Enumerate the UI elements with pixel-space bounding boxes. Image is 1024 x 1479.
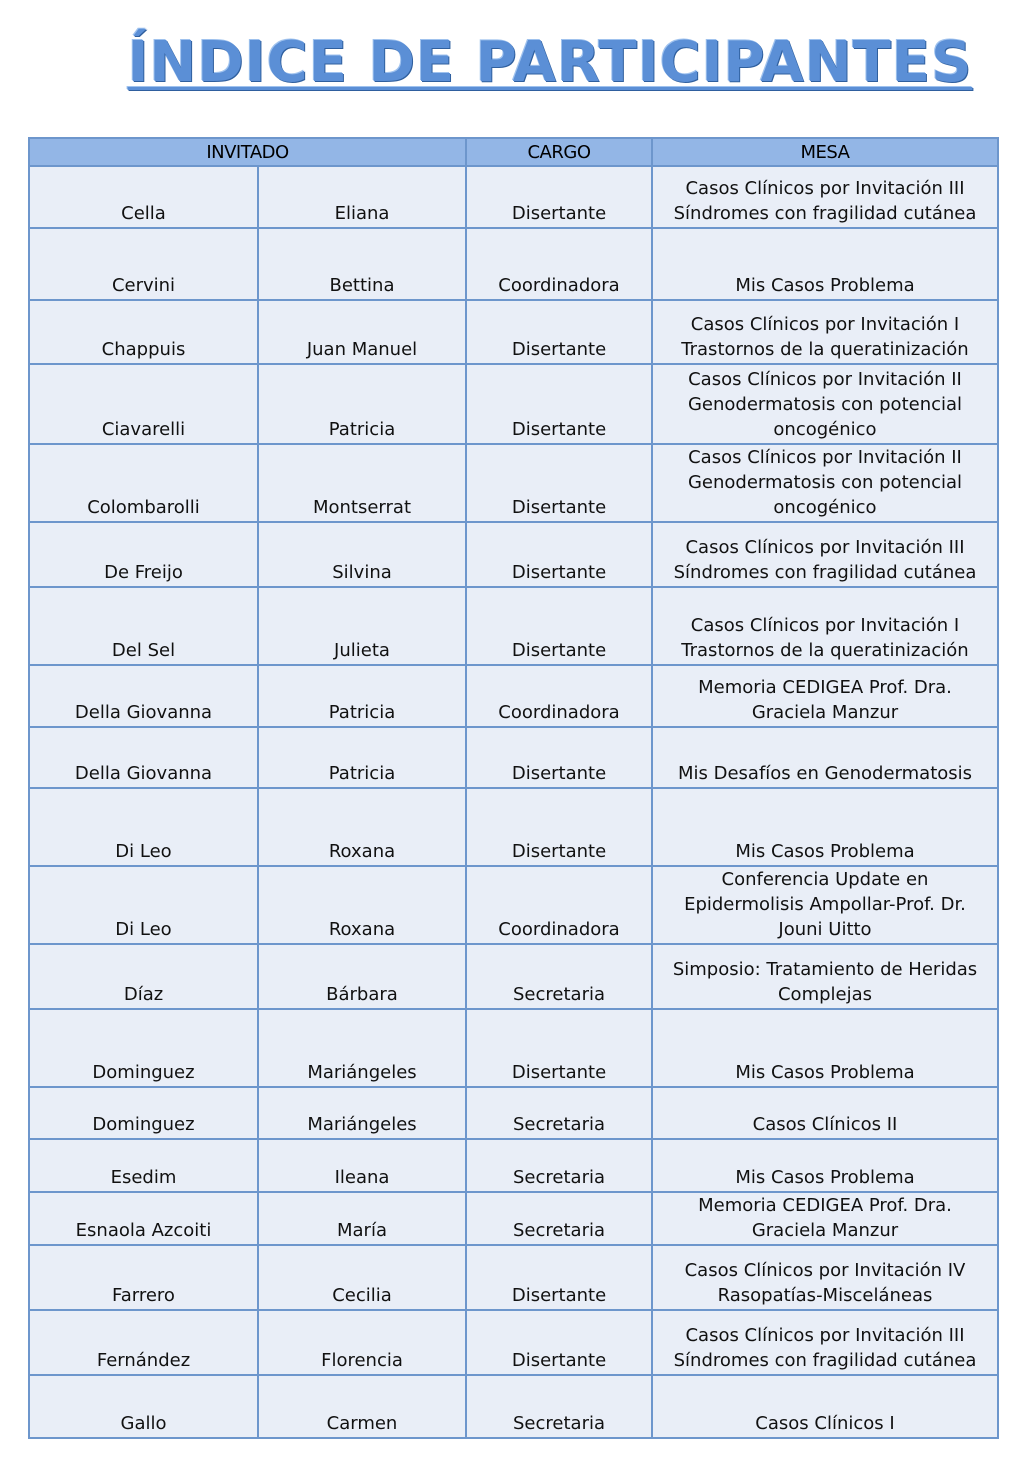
cell-cargo: Disertante — [466, 300, 652, 364]
cell-cargo: Disertante — [466, 788, 652, 866]
cell-apellido: Colombarolli — [29, 444, 258, 522]
table-row — [29, 364, 998, 444]
table-row — [29, 727, 998, 788]
table-row — [29, 1192, 998, 1245]
cell-mesa: Casos Clínicos por Invitación II Genodermatosis con potencial oncogénico — [652, 364, 998, 444]
cell-nombre: Carmen — [258, 1375, 466, 1438]
cell-apellido: Díaz — [29, 944, 258, 1009]
cell-apellido: Fernández — [29, 1310, 258, 1375]
cell-nombre: Mariángeles — [258, 1009, 466, 1087]
cell-mesa: Mis Casos Problema — [652, 1139, 998, 1192]
cell-nombre: Eliana — [258, 166, 466, 228]
cell-apellido: Di Leo — [29, 788, 258, 866]
cell-cargo: Coordinadora — [466, 665, 652, 727]
cell-apellido: Farrero — [29, 1245, 258, 1310]
table-row — [29, 300, 998, 364]
cell-cargo: Secretaria — [466, 944, 652, 1009]
table-row — [29, 228, 998, 300]
cell-apellido: De Freijo — [29, 522, 258, 587]
cell-apellido: Della Giovanna — [29, 727, 258, 788]
table-row — [29, 1310, 998, 1375]
cell-mesa: Casos Clínicos por Invitación III Síndromes con fragilidad cutánea — [652, 522, 998, 587]
cell-apellido: Esnaola Azcoiti — [29, 1192, 258, 1245]
cell-cargo: Coordinadora — [466, 866, 652, 944]
cell-apellido: Dominguez — [29, 1087, 258, 1139]
cell-cargo: Disertante — [466, 444, 652, 522]
header-mesa: MESA — [652, 138, 998, 166]
cell-cargo: Disertante — [466, 522, 652, 587]
cell-nombre: Juan Manuel — [258, 300, 466, 364]
cell-mesa: Casos Clínicos por Invitación III Síndromes con fragilidad cutánea — [652, 1310, 998, 1375]
table-row — [29, 444, 998, 522]
table-row — [29, 587, 998, 665]
cell-nombre: María — [258, 1192, 466, 1245]
cell-cargo: Secretaria — [466, 1087, 652, 1139]
cell-nombre: Florencia — [258, 1310, 466, 1375]
cell-mesa: Casos Clínicos II — [652, 1087, 998, 1139]
header-cargo: CARGO — [466, 138, 652, 166]
table-row — [29, 866, 998, 944]
cell-apellido: Della Giovanna — [29, 665, 258, 727]
cell-apellido: Ciavarelli — [29, 364, 258, 444]
table-row — [29, 1009, 998, 1087]
cell-mesa: Memoria CEDIGEA Prof. Dra. Graciela Manzur — [652, 1192, 998, 1245]
cell-nombre: Patricia — [258, 364, 466, 444]
cell-nombre: Bettina — [258, 228, 466, 300]
table-row — [29, 1245, 998, 1310]
cell-apellido: Chappuis — [29, 300, 258, 364]
cell-nombre: Patricia — [258, 665, 466, 727]
cell-apellido: Di Leo — [29, 866, 258, 944]
cell-nombre: Julieta — [258, 587, 466, 665]
cell-cargo: Disertante — [466, 1310, 652, 1375]
table-row — [29, 166, 998, 228]
cell-cargo: Coordinadora — [466, 228, 652, 300]
table-row — [29, 1087, 998, 1139]
table-row — [29, 522, 998, 587]
cell-nombre: Mariángeles — [258, 1087, 466, 1139]
cell-mesa: Casos Clínicos por Invitación II Genodermatosis con potencial oncogénico — [652, 444, 998, 522]
cell-mesa: Mis Casos Problema — [652, 1009, 998, 1087]
participants-table — [28, 137, 999, 1439]
cell-nombre: Roxana — [258, 866, 466, 944]
cell-cargo: Disertante — [466, 1009, 652, 1087]
cell-nombre: Roxana — [258, 788, 466, 866]
cell-nombre: Cecilia — [258, 1245, 466, 1310]
cell-cargo: Secretaria — [466, 1375, 652, 1438]
cell-cargo: Disertante — [466, 364, 652, 444]
cell-mesa: Memoria CEDIGEA Prof. Dra. Graciela Manzur — [652, 665, 998, 727]
page-title: ÍNDICE DE PARTICIPANTES — [127, 30, 973, 95]
cell-mesa: Mis Casos Problema — [652, 788, 998, 866]
table-row — [29, 1139, 998, 1192]
cell-mesa: Casos Clínicos por Invitación IV Rasopatías-Misceláneas — [652, 1245, 998, 1310]
cell-mesa: Casos Clínicos por Invitación III Síndromes con fragilidad cutánea — [652, 166, 998, 228]
table-row — [29, 944, 998, 1009]
cell-nombre: Montserrat — [258, 444, 466, 522]
cell-cargo: Secretaria — [466, 1192, 652, 1245]
cell-cargo: Disertante — [466, 727, 652, 788]
cell-nombre: Silvina — [258, 522, 466, 587]
cell-apellido: Cella — [29, 166, 258, 228]
cell-apellido: Dominguez — [29, 1009, 258, 1087]
cell-cargo: Disertante — [466, 166, 652, 228]
cell-apellido: Gallo — [29, 1375, 258, 1438]
table-header-row — [29, 138, 998, 166]
cell-cargo: Secretaria — [466, 1139, 652, 1192]
header-invitado: INVITADO — [29, 138, 466, 166]
cell-mesa: Mis Desafíos en Genodermatosis — [652, 727, 998, 788]
cell-nombre: Bárbara — [258, 944, 466, 1009]
cell-nombre: Patricia — [258, 727, 466, 788]
cell-cargo: Disertante — [466, 1245, 652, 1310]
cell-apellido: Del Sel — [29, 587, 258, 665]
cell-mesa: Casos Clínicos por Invitación I Trastornos de la queratinización — [652, 587, 998, 665]
table-row — [29, 788, 998, 866]
cell-nombre: Ileana — [258, 1139, 466, 1192]
cell-mesa: Simposio: Tratamiento de Heridas Complejas — [652, 944, 998, 1009]
cell-mesa: Casos Clínicos por Invitación I Trastornos de la queratinización — [652, 300, 998, 364]
cell-mesa: Casos Clínicos I — [652, 1375, 998, 1438]
table-row — [29, 1375, 998, 1438]
cell-cargo: Disertante — [466, 587, 652, 665]
cell-apellido: Esedim — [29, 1139, 258, 1192]
cell-apellido: Cervini — [29, 228, 258, 300]
cell-mesa: Mis Casos Problema — [652, 228, 998, 300]
table-row — [29, 665, 998, 727]
cell-mesa: Conferencia Update en Epidermolisis Ampollar-Prof. Dr. Jouni Uitto — [652, 866, 998, 944]
